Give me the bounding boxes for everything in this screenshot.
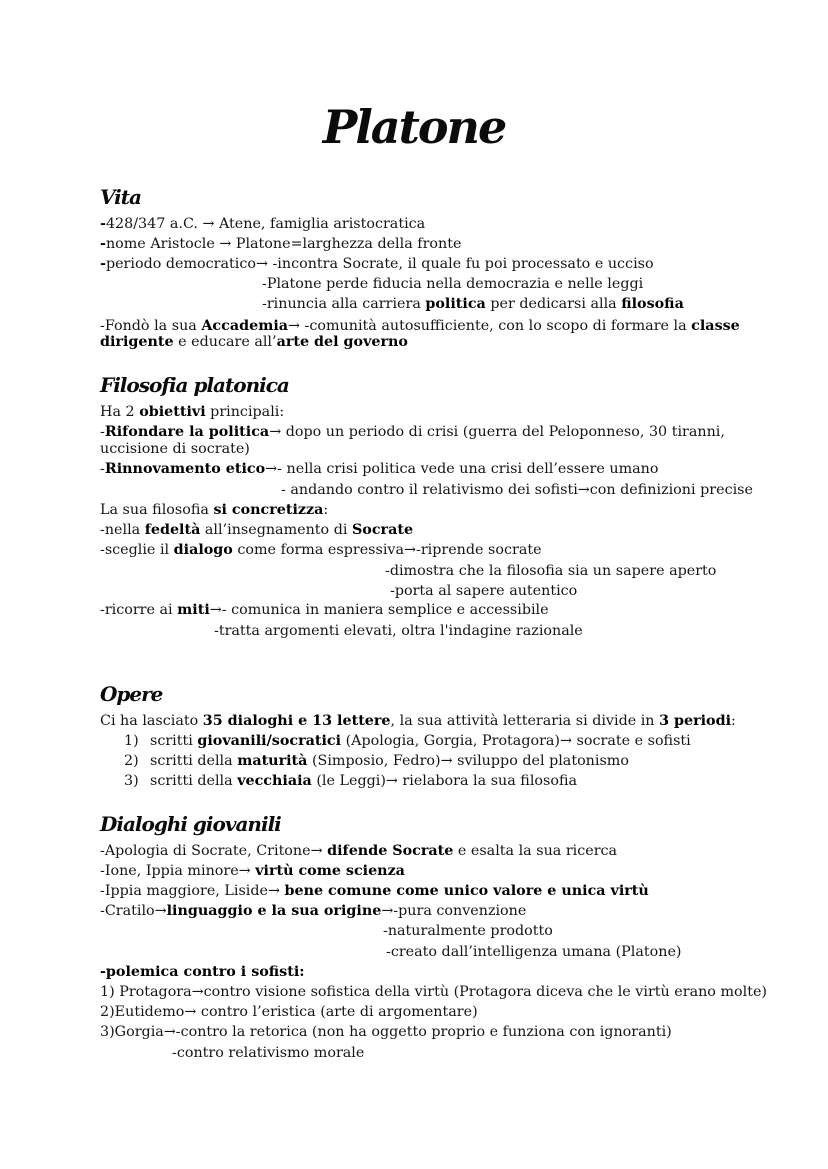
page-title: Platone — [322, 100, 506, 154]
filosofia-line-1: Ha 2 obiettivi principali: — [100, 404, 285, 420]
dialoghi-line-8: 1) Protagora→contro visione sofistica della virtù (Protagora diceva che le virtù erano molte) — [100, 984, 767, 1000]
filosofia-line-7: -nella fedeltà all’insegnamento di Socrate — [100, 522, 414, 538]
dialoghi-line-4: -Cratilo→linguaggio e la sua origine→-pura convenzione — [100, 903, 527, 919]
filosofia-line-6: La sua filosofia si concretizza: — [100, 502, 329, 518]
dialoghi-line-6: -creato dall’intelligenza umana (Platone) — [386, 944, 682, 960]
filosofia-line-11: -ricorre ai miti→- comunica in maniera semplice e accessibile — [100, 602, 549, 618]
dialoghi-line-7: -polemica contro i sofisti: — [100, 964, 305, 980]
filosofia-line-4: -Rinnovamento etico→- nella crisi politica vede una crisi dell’essere umano — [100, 461, 659, 477]
dialoghi-line-5: -naturalmente prodotto — [383, 923, 553, 939]
dialoghi-line-2: -Ione, Ippia minore→ virtù come scienza — [100, 863, 405, 879]
opere-item-1: 1) scritti giovanili/socratici (Apologia, Gorgia, Protagora)→ socrate e sofisti — [124, 733, 691, 749]
heading-filosofia: Filosofia platonica — [100, 373, 289, 397]
vita-line-4: -Platone perde fiducia nella democrazia e nelle leggi — [262, 276, 644, 292]
dialoghi-line-10: 3)Gorgia→-contro la retorica (non ha oggetto proprio e funziona con ignoranti) — [100, 1024, 672, 1040]
opere-item-3: 3) scritti della vecchiaia (le Leggi)→ rielabora la sua filosofia — [124, 773, 578, 789]
dialoghi-line-9: 2)Eutidemo→ contro l’eristica (arte di argomentare) — [100, 1004, 478, 1020]
filosofia-line-8: -sceglie il dialogo come forma espressiva→-riprende socrate — [100, 542, 542, 558]
vita-line-3: -periodo democratico→ -incontra Socrate, il quale fu poi processato e ucciso — [100, 256, 654, 272]
filosofia-line-3: uccisione di socrate) — [100, 441, 250, 457]
vita-line-1: -428/347 a.C. → Atene, famiglia aristocratica — [100, 216, 426, 232]
filosofia-line-2: -Rifondare la politica→ dopo un periodo di crisi (guerra del Peloponneso, 30 tiranni, — [100, 424, 725, 440]
filosofia-line-5: - andando contro il relativismo dei sofisti→con definizioni precise — [281, 482, 753, 498]
heading-dialoghi: Dialoghi giovanili — [100, 812, 281, 836]
opere-item-2: 2) scritti della maturità (Simposio, Fedro)→ sviluppo del platonismo — [124, 753, 629, 769]
heading-vita: Vita — [100, 185, 141, 209]
vita-line-2: -nome Aristocle → Platone=larghezza della fronte — [100, 236, 462, 252]
vita-line-7: dirigente e educare all’arte del governo — [100, 334, 408, 350]
filosofia-line-10: -porta al sapere autentico — [390, 583, 578, 599]
dialoghi-line-3: -Ippia maggiore, Liside→ bene comune come unico valore e unica virtù — [100, 883, 649, 899]
vita-line-5: -rinuncia alla carriera politica per dedicarsi alla filosofia — [262, 296, 684, 312]
vita-line-6: -Fondò la sua Accademia→ -comunità autosufficiente, con lo scopo di formare la classe — [100, 318, 740, 334]
filosofia-line-12: -tratta argomenti elevati, oltra l'indagine razionale — [214, 623, 583, 639]
filosofia-line-9: -dimostra che la filosofia sia un sapere aperto — [385, 563, 717, 579]
heading-opere: Opere — [100, 682, 163, 706]
opere-intro: Ci ha lasciato 35 dialoghi e 13 lettere, la sua attività letteraria si divide in 3 periodi: — [100, 713, 736, 729]
dialoghi-line-1: -Apologia di Socrate, Critone→ difende Socrate e esalta la sua ricerca — [100, 843, 618, 859]
dialoghi-line-11: -contro relativismo morale — [172, 1045, 365, 1061]
